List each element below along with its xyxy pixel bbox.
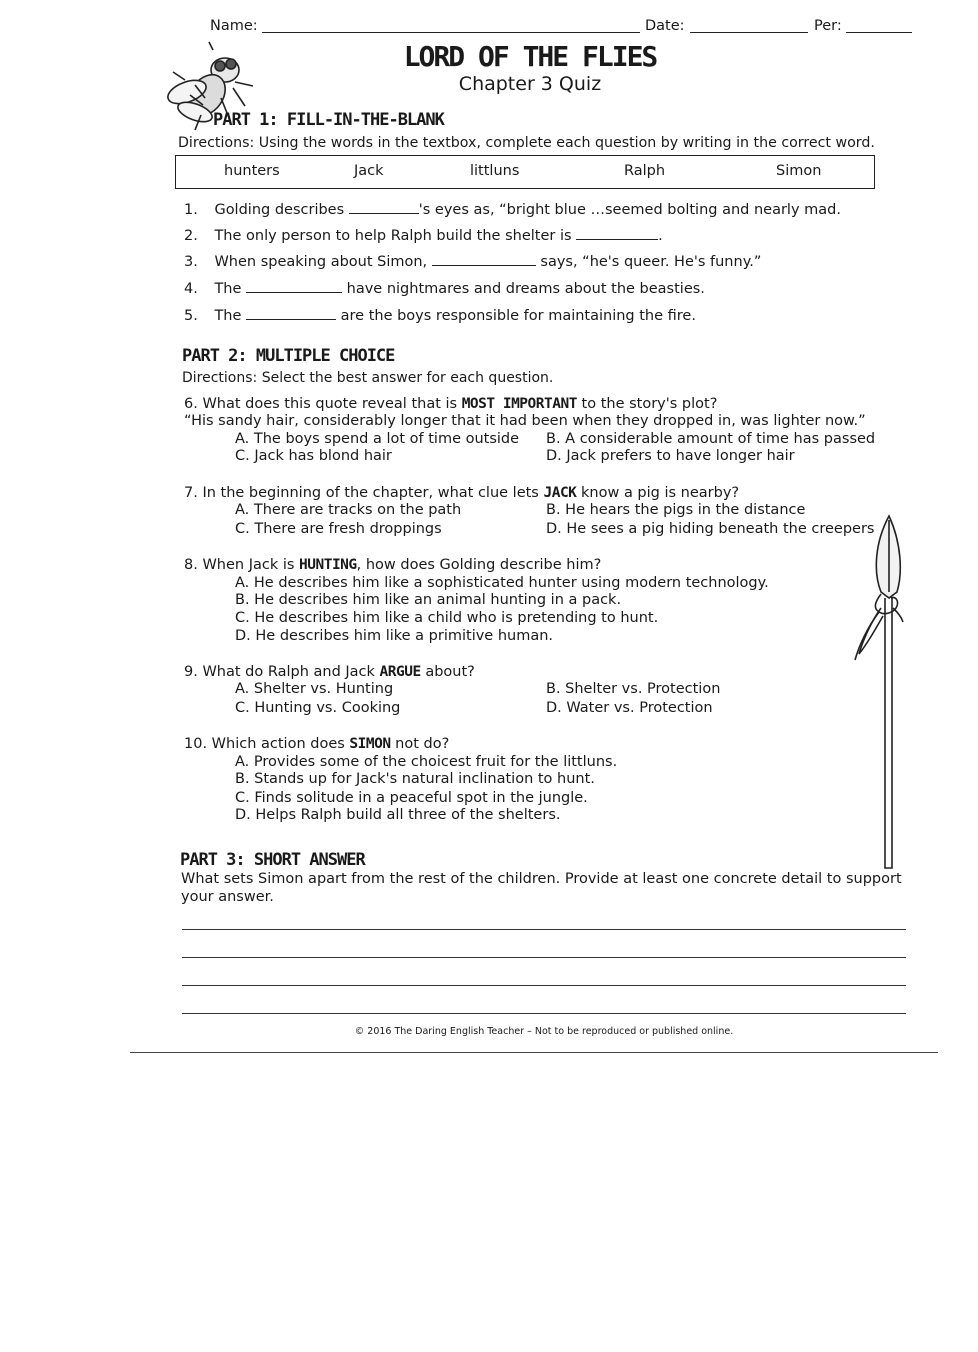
question-number: 2. xyxy=(184,228,198,244)
part3-prompt: What sets Simon apart from the rest of the children. Provide at least one concrete detail to support xyxy=(181,871,902,887)
question-text: 9. What do Ralph and Jack xyxy=(184,664,375,680)
emphasis-text: MOST IMPORTANT xyxy=(461,396,577,412)
date-label: Date: xyxy=(645,18,685,34)
choice-b[interactable]: B. A considerable amount of time has passed xyxy=(546,431,876,447)
choice-a[interactable]: A. The boys spend a lot of time outside xyxy=(235,431,520,447)
question-3 xyxy=(184,253,761,270)
question-text: not do? xyxy=(395,736,450,752)
question-7 xyxy=(184,485,739,501)
question-text: know a pig is nearby? xyxy=(581,485,740,501)
choice-a[interactable]: A. He describes him like a sophisticated hunter using modern technology. xyxy=(235,575,769,591)
answer-blank[interactable] xyxy=(246,307,336,320)
question-text: , how does Golding describe him? xyxy=(356,557,602,573)
date-field[interactable] xyxy=(690,32,808,33)
choice-d[interactable]: D. He sees a pig hiding beneath the creepers xyxy=(546,521,875,537)
word-bank-item: Ralph xyxy=(624,163,666,179)
part3-prompt: your answer. xyxy=(181,889,274,905)
choice-c[interactable]: C. Finds solitude in a peaceful spot in the jungle. xyxy=(235,790,588,806)
part2-directions: Directions: Select the best answer for each question. xyxy=(182,370,554,386)
question-text: 6. What does this quote reveal that is xyxy=(184,396,458,412)
question-text: 8. When Jack is xyxy=(184,557,295,573)
part1-heading: PART 1: FILL-IN-THE-BLANK xyxy=(213,110,444,130)
word-bank-item: Simon xyxy=(776,163,822,179)
emphasis-text: JACK xyxy=(543,485,577,501)
choice-c[interactable]: C. There are fresh droppings xyxy=(235,521,442,537)
spear-icon xyxy=(845,512,915,872)
word-bank-item: hunters xyxy=(224,163,280,179)
answer-blank[interactable] xyxy=(576,227,658,240)
choice-a[interactable]: A. Provides some of the choicest fruit for the littluns. xyxy=(235,754,618,770)
choice-b[interactable]: B. He describes him like an animal hunting in a pack. xyxy=(235,592,622,608)
answer-line[interactable] xyxy=(182,1013,906,1014)
question-number: 5. xyxy=(184,308,198,324)
choice-d[interactable]: D. Helps Ralph build all three of the shelters. xyxy=(235,807,561,823)
choice-d[interactable]: D. Water vs. Protection xyxy=(546,700,713,716)
part1-directions: Directions: Using the words in the textbox, complete each question by writing in the correct word. xyxy=(178,135,875,151)
question-text: The only person to help Ralph build the shelter is xyxy=(214,228,572,244)
choice-a[interactable]: A. There are tracks on the path xyxy=(235,502,462,518)
question-4 xyxy=(184,280,705,297)
choice-b[interactable]: B. He hears the pigs in the distance xyxy=(546,502,806,518)
answer-line[interactable] xyxy=(182,985,906,986)
question-6 xyxy=(184,396,717,412)
emphasis-text: SIMON xyxy=(349,736,391,752)
question-text: about? xyxy=(425,664,475,680)
part2-heading: PART 2: MULTIPLE CHOICE xyxy=(182,346,395,366)
question-text: says, “he's queer. He's funny.” xyxy=(540,254,762,270)
word-bank-item: littluns xyxy=(470,163,520,179)
question-text: . xyxy=(658,228,663,244)
question-2 xyxy=(184,227,663,244)
page-divider xyxy=(130,1052,938,1053)
question-text: The xyxy=(214,281,242,297)
choice-c[interactable]: C. Jack has blond hair xyxy=(235,448,392,464)
choice-d[interactable]: D. Jack prefers to have longer hair xyxy=(546,448,795,464)
answer-blank[interactable] xyxy=(432,253,536,266)
question-8 xyxy=(184,557,601,573)
copyright-text: © 2016 The Daring English Teacher – Not to be reproduced or published online. xyxy=(354,1026,734,1037)
question-text: are the boys responsible for maintaining the fire. xyxy=(340,308,696,324)
name-field[interactable] xyxy=(262,32,640,33)
period-field[interactable] xyxy=(846,32,912,33)
page-subtitle: Chapter 3 Quiz xyxy=(458,73,602,95)
question-number: 3. xyxy=(184,254,198,270)
question-1 xyxy=(184,201,841,218)
choice-d[interactable]: D. He describes him like a primitive human. xyxy=(235,628,554,644)
answer-blank[interactable] xyxy=(349,201,419,214)
question-9 xyxy=(184,664,475,680)
period-label: Per: xyxy=(814,18,842,34)
choice-b[interactable]: B. Shelter vs. Protection xyxy=(546,681,721,697)
page-title: LORD OF THE FLIES xyxy=(403,40,657,73)
question-text: When speaking about Simon, xyxy=(214,254,428,270)
question-text: to the story's plot? xyxy=(581,396,718,412)
question-text: 7. In the beginning of the chapter, what clue lets xyxy=(184,485,539,501)
question-number: 4. xyxy=(184,281,198,297)
question-text: 10. Which action does xyxy=(184,736,345,752)
emphasis-text: HUNTING xyxy=(299,557,357,573)
question-text: have nightmares and dreams about the beasties. xyxy=(346,281,705,297)
part3-heading: PART 3: SHORT ANSWER xyxy=(180,850,365,870)
question-text: 's eyes as, “bright blue …seemed bolting and nearly mad. xyxy=(418,202,841,218)
question-10 xyxy=(184,736,449,752)
quote-text: “His sandy hair, considerably longer that it had been when they dropped in, was lighter now.” xyxy=(184,413,866,429)
word-bank-item: Jack xyxy=(354,163,384,179)
emphasis-text: ARGUE xyxy=(379,664,421,680)
choice-c[interactable]: C. Hunting vs. Cooking xyxy=(235,700,401,716)
question-text: The xyxy=(214,308,242,324)
question-text: Golding describes xyxy=(214,202,345,218)
answer-line[interactable] xyxy=(182,957,906,958)
choice-c[interactable]: C. He describes him like a child who is pretending to hunt. xyxy=(235,610,659,626)
answer-line[interactable] xyxy=(182,929,906,930)
choice-a[interactable]: A. Shelter vs. Hunting xyxy=(235,681,394,697)
question-number: 1. xyxy=(184,202,198,218)
name-label: Name: xyxy=(210,18,258,34)
question-5 xyxy=(184,307,696,324)
answer-blank[interactable] xyxy=(246,280,342,293)
word-bank xyxy=(175,155,875,189)
choice-b[interactable]: B. Stands up for Jack's natural inclination to hunt. xyxy=(235,771,595,787)
